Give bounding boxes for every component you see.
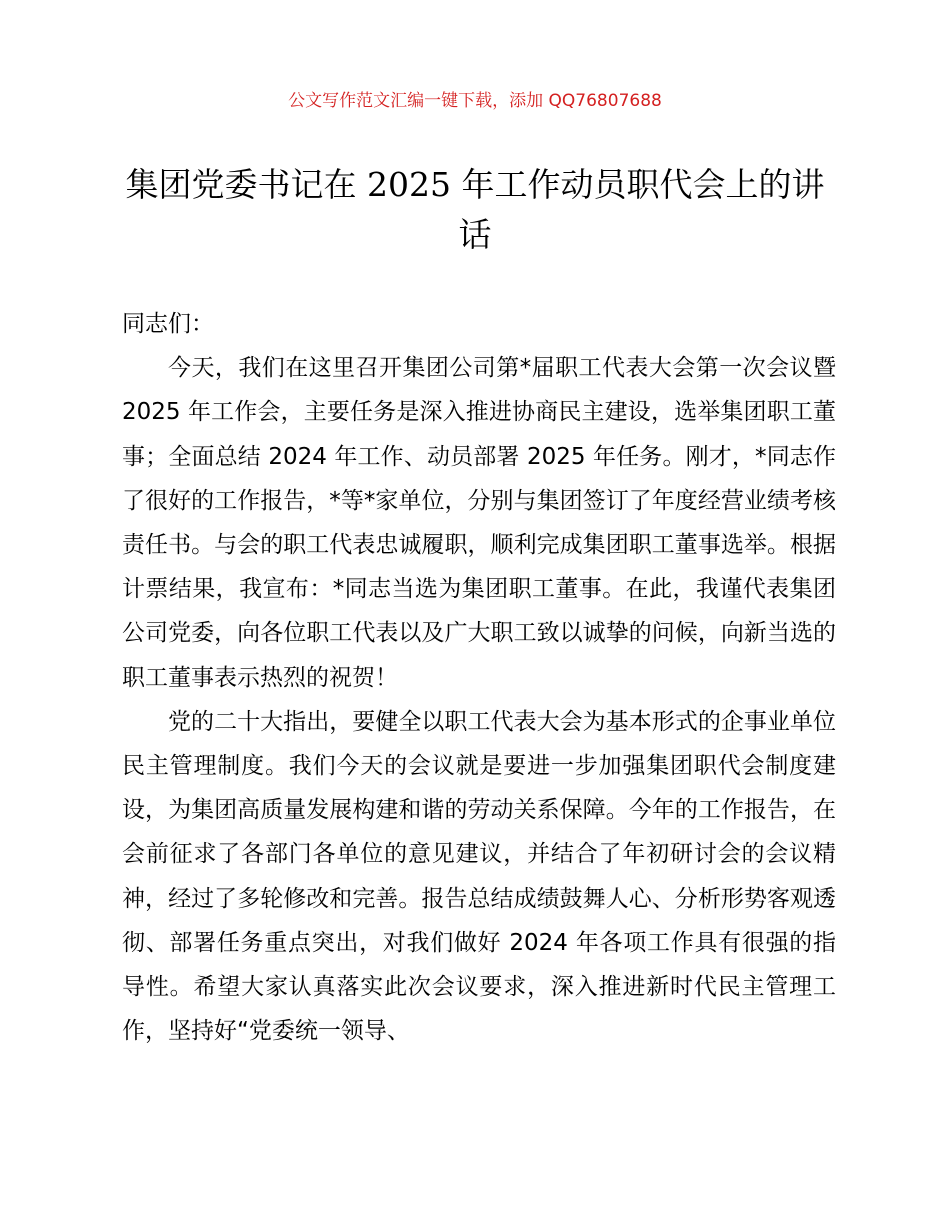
salutation: 同志们： xyxy=(122,311,214,337)
paragraph: 党的二十大指出，要健全以职工代表大会为基本形式的企事业单位民主管理制度。我们今天的会议就是要进一步加强集团职代会制度建设，为集团高质量发展构建和谐的劳动关系保障。今年的工作报告，在会前征求了各部门各单位的意见建议，并结合了年初研讨会的会议精神，经过了多轮修改和完善。报告总结成绩鼓舞人心、分析形势客观透彻、部署任务重点突出，对我们做好 2024 年各项工作具有很强的指导性。希望大家认真落实此次会议要求，深入推进新时代民主管理工作，坚持好“党委统一领导、 xyxy=(122,708,836,1045)
document-body xyxy=(122,302,836,1053)
document-title: 集团党委书记在 2025 年工作动员职代会上的讲话 xyxy=(125,165,825,254)
download-watermark: 公文写作范文汇编一键下载，添加 QQ76807688 xyxy=(288,91,662,111)
paragraph: 今天，我们在这里召开集团公司第*届职工代表大会第一次会议暨 2025 年工作会，主要任务是深入推进协商民主建设，选举集团职工董事；全面总结 2024 年工作、动员部署 2025 年任务。刚才，*同志作了很好的工作报告，*等*家单位，分别与集团签订了年度经营业绩考核责任书。与会的职工代表忠诚履职，顺利完成集团职工董事选举。根据计票结果，我宣布：*同志当选为集团职工董事。在此，我谨代表集团公司党委，向各位职工代表以及广大职工致以诚挚的问候，向新当选的职工董事表示热烈的祝贺！ xyxy=(122,355,836,691)
